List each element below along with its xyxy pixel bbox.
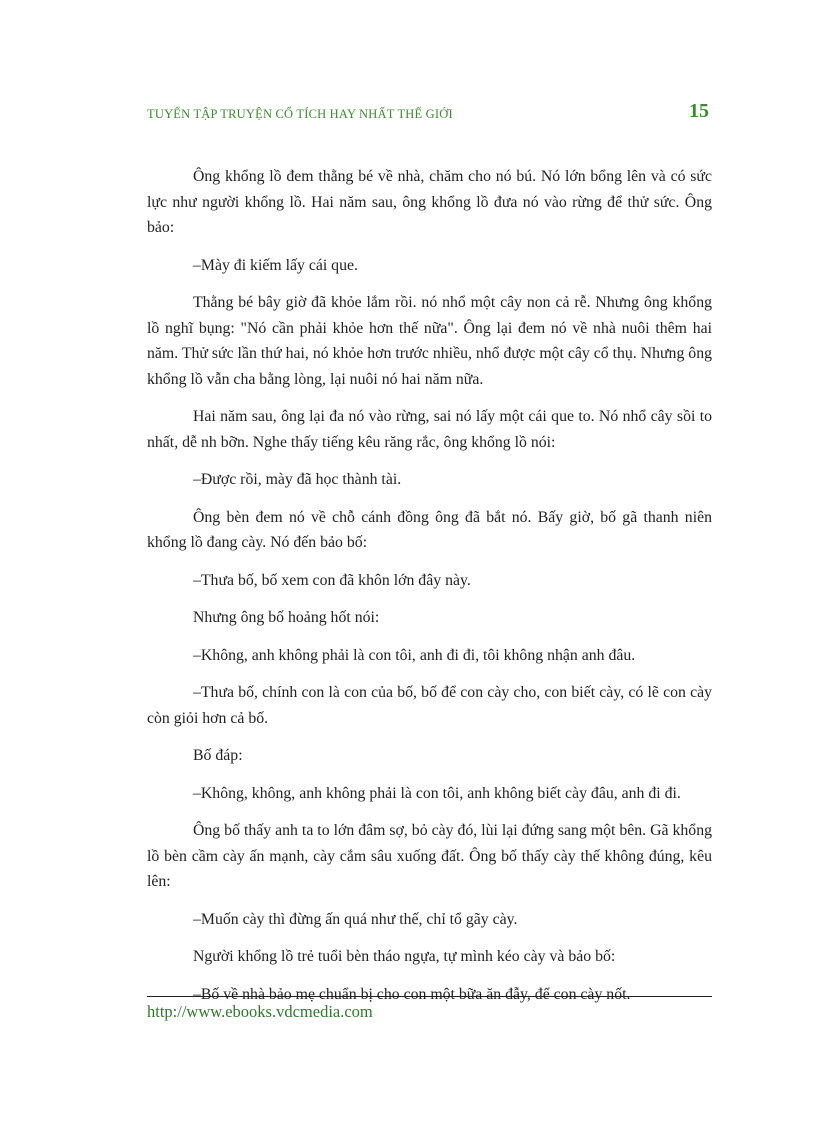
page-header (147, 100, 712, 130)
running-title: TUYỂN TẬP TRUYỆN CỔ TÍCH HAY NHẤT THẾ GIỚI (147, 107, 453, 121)
paragraph: Người khổng lồ trẻ tuổi bèn tháo ngựa, tự mình kéo cày và bảo bố: (193, 948, 616, 965)
paragraph: Ông bèn đem nó về chỗ cánh đồng ông đã bắt nó. Bấy giờ, bố gã thanh niên khổng lồ đang cày. Nó đến bảo bố: (147, 508, 712, 551)
paragraph: –Không, không, anh không phải là con tôi, anh không biết cày đâu, anh đi đi. (193, 784, 681, 802)
paragraph: Ông khổng lồ đem thằng bé về nhà, chăm cho nó bú. Nó lớn bổng lên và có sức lực như người khổng lồ. Hai năm sau, ông khổng lồ đưa nó vào rừng để thử sức. Ông bảo: (147, 168, 712, 236)
paragraph: –Được rồi, mày đã học thành tài. (193, 471, 402, 488)
paragraph: –Không, anh không phải là con tôi, anh đi đi, tôi không nhận anh đâu. (193, 646, 636, 664)
footer-divider (147, 996, 712, 997)
paragraph: Hai năm sau, ông lại đa nó vào rừng, sai nó lấy một cái que to. Nó nhổ cây sồi to nhất, dễ nh bỡn. Nghe thấy tiếng kêu răng rắc, ông khổng lồ nói: (147, 408, 712, 451)
page-number: 15 (689, 100, 709, 122)
paragraph: –Thưa bố, chính con là con của bố, bố để con cày cho, con biết cày, có lẽ con cày còn giỏi hơn cả bố. (147, 684, 712, 727)
paragraph: –Thưa bố, bố xem con đã khôn lớn đây này. (193, 571, 471, 589)
paragraph: Ông bố thấy anh ta to lớn đâm sợ, bỏ cày đó, lùi lại đứng sang một bên. Gã khổng lồ bèn cầm cày ấn mạnh, cày cắm sâu xuống đất. Ông bố thấy cày thế không đúng, kêu lên: (147, 822, 712, 890)
paragraph: Bố đáp: (193, 747, 243, 764)
paragraph: –Mày đi kiếm lấy cái que. (193, 256, 358, 274)
paragraph: –Muốn cày thì đừng ấn quá như thế, chỉ tổ gãy cày. (193, 910, 518, 928)
paragraph: –Bố về nhà bảo mẹ chuẩn bị cho con một bữa ăn đẫy, để con cày nốt. (193, 985, 631, 1003)
paragraph: Thằng bé bây giờ đã khỏe lắm rồi. nó nhổ một cây non cả rễ. Nhưng ông khổng lồ nghĩ bụng: "Nó cần phải khỏe hơn thế nữa". Ông lại đem nó về nhà nuôi thêm hai năm. Thử sức lần thứ hai, nó khỏe hơn trước nhiều, nhổ được một cây cổ thụ. Nhưng ông khổng lồ vẫn cha bằng lòng, lại nuôi nó hai năm nữa. (147, 294, 712, 388)
paragraph: Nhưng ông bố hoảng hốt nói: (193, 609, 380, 626)
story-body (147, 164, 712, 1019)
footer-link[interactable]: http://www.ebooks.vdcmedia.com (147, 1002, 373, 1021)
